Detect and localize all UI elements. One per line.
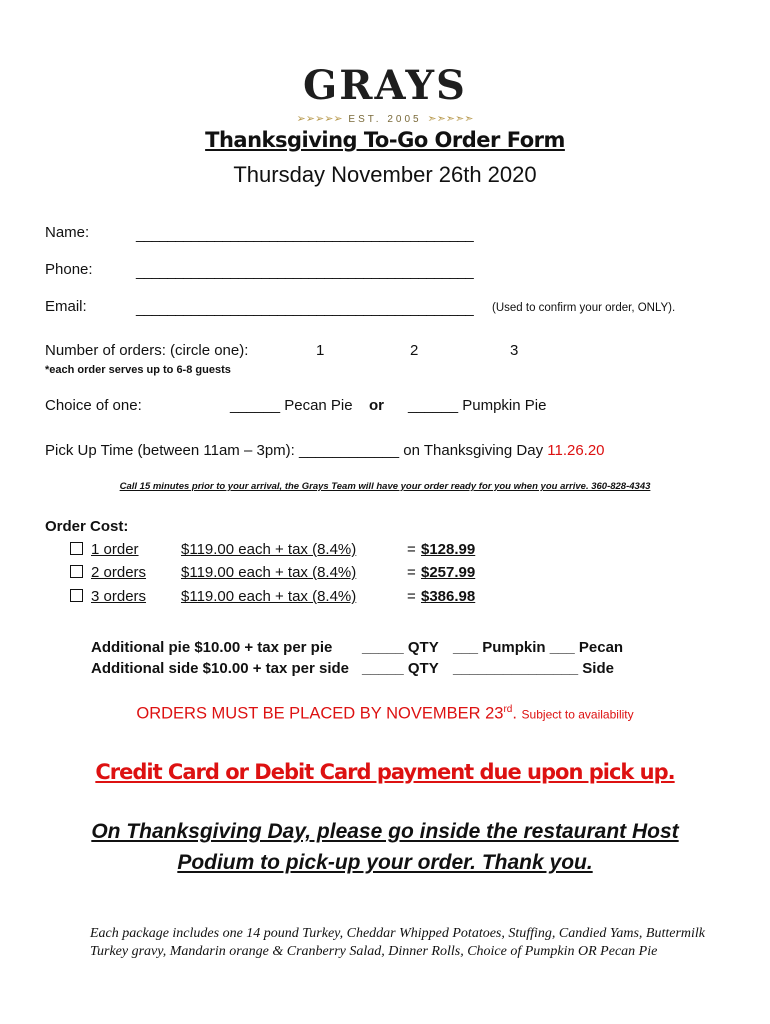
email-label: Email: <box>45 298 87 315</box>
name-field[interactable]: ___________________________________________ <box>136 226 474 243</box>
cost-row-total: $386.98 <box>421 588 476 605</box>
payment-note: Credit Card or Debit Card payment due upon pick up. <box>95 760 675 784</box>
phone-field[interactable]: ___________________________________________ <box>136 263 474 280</box>
deadline-suffix: rd <box>503 704 513 715</box>
additional-pie-options[interactable]: ___ Pumpkin ___ Pecan <box>453 639 624 656</box>
cost-row-3 <box>70 588 146 605</box>
cost-row-1 <box>70 541 139 558</box>
call-ahead-note: Call 15 minutes prior to your arrival, the Grays Team will have your order ready for you when you arrive. 360-828-4343 <box>119 481 651 492</box>
host-instructions-line-1: On Thanksgiving Day, please go inside the restaurant Host <box>91 820 679 843</box>
grays-logo: GRAYS <box>303 62 467 109</box>
pickup-time-line <box>45 442 605 459</box>
or-text: or <box>369 397 384 414</box>
event-date: Thursday November 26th 2020 <box>233 162 537 187</box>
order-option-1[interactable]: 1 <box>316 342 325 359</box>
checkbox[interactable] <box>70 542 83 555</box>
email-note: (Used to confirm your order, ONLY). <box>492 302 676 314</box>
established-banner <box>0 112 770 125</box>
additional-side-options[interactable]: _______________ Side <box>453 660 614 677</box>
cost-row-equals: = <box>407 564 416 581</box>
pumpkin-pie-choice[interactable]: ______ Pumpkin Pie <box>408 397 547 414</box>
arrow-decoration-right: ➣➣➣➣➣ <box>427 113 474 125</box>
est-label: EST. 2005 <box>348 114 422 125</box>
cost-row-total: $128.99 <box>421 541 476 558</box>
additional-side-label: Additional side $10.00 + tax per side <box>91 660 350 677</box>
cost-row-label: 2 orders <box>91 564 147 581</box>
pickup-date: 11.26.20 <box>547 442 605 459</box>
name-label: Name: <box>45 224 90 241</box>
order-option-2[interactable]: 2 <box>410 342 419 359</box>
cost-row-price: $119.00 each + tax (8.4%) <box>181 588 357 605</box>
cost-row-total: $257.99 <box>421 564 476 581</box>
order-option-3[interactable]: 3 <box>510 342 519 359</box>
phone-label: Phone: <box>45 261 93 278</box>
email-field[interactable]: ___________________________________________ <box>136 300 474 317</box>
checkbox[interactable] <box>70 589 83 602</box>
pickup-time-field[interactable]: Pick Up Time (between 11am – 3pm): ____________ on Thanksgiving Day <box>45 442 544 459</box>
cost-row-equals: = <box>407 541 416 558</box>
choice-label: Choice of one: <box>45 397 142 414</box>
form-title: Thanksgiving To-Go Order Form <box>205 128 565 152</box>
availability-note: Subject to availability <box>521 707 634 722</box>
deadline-text: ORDERS MUST BE PLACED BY NOVEMBER 23 <box>136 704 504 723</box>
orders-label: Number of orders: (circle one): <box>45 342 249 359</box>
host-instructions-line-2: Podium to pick-up your order. Thank you. <box>177 851 593 874</box>
arrow-decoration-left: ➢➢➢➢➢ <box>296 113 343 125</box>
cost-row-label: 3 orders <box>91 588 147 605</box>
deadline-dot: . <box>512 704 517 723</box>
serves-note: *each order serves up to 6-8 guests <box>45 364 231 376</box>
cost-row-2 <box>70 564 146 581</box>
cost-row-price: $119.00 each + tax (8.4%) <box>181 541 357 558</box>
checkbox[interactable] <box>70 565 83 578</box>
cost-row-equals: = <box>407 588 416 605</box>
additional-side-qty[interactable]: _____ QTY <box>362 660 439 677</box>
cost-row-price: $119.00 each + tax (8.4%) <box>181 564 357 581</box>
order-cost-heading: Order Cost: <box>45 518 129 535</box>
pecan-pie-choice[interactable]: ______ Pecan Pie <box>230 397 353 414</box>
package-contents: Each package includes one 14 pound Turkey, Cheddar Whipped Potatoes, Stuffing, Candied Yams, Buttermilk Turkey gravy, Mandarin orange & Cranberry Salad, Dinner Rolls, Choice of Pumpkin OR Pecan Pie <box>90 926 706 959</box>
order-deadline <box>0 704 770 724</box>
additional-pie-qty[interactable]: _____ QTY <box>362 639 439 656</box>
additional-pie-label: Additional pie $10.00 + tax per pie <box>91 639 333 656</box>
cost-row-label: 1 order <box>91 541 139 558</box>
